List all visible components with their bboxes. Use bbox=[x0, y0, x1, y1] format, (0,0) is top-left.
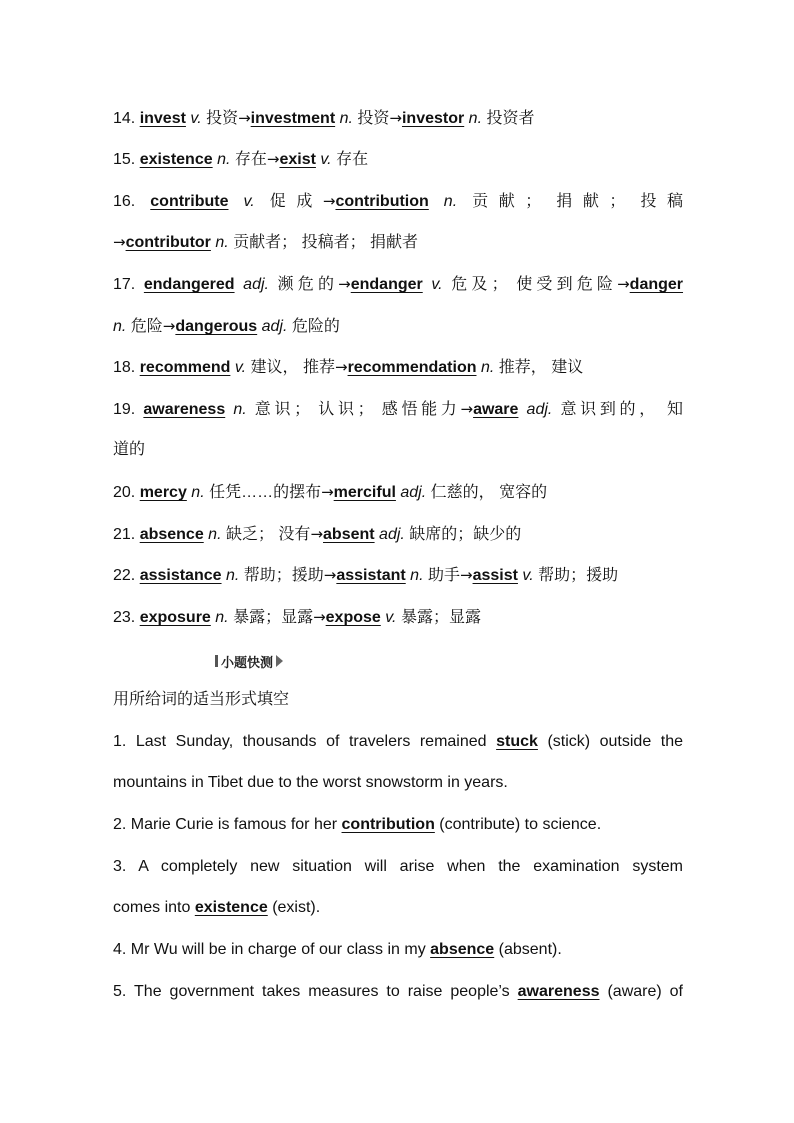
vocab-word: investment bbox=[250, 110, 336, 127]
vocab-word: assistance bbox=[139, 567, 222, 584]
vocab-entry-line bbox=[113, 147, 683, 172]
line-text: 濒危的 bbox=[268, 276, 339, 293]
vocab-word: contribution bbox=[335, 193, 429, 210]
line-text: 建议， 推荐 bbox=[246, 359, 335, 376]
line-text: 18. bbox=[113, 359, 140, 376]
answer-word: stuck bbox=[496, 733, 538, 750]
part-of-speech: adj. bbox=[518, 401, 553, 418]
line-text: 存在 bbox=[331, 151, 369, 168]
arrow-icon: → bbox=[162, 317, 176, 335]
line-text: 贡献者； 投稿者； 捐献者 bbox=[228, 234, 419, 251]
exercise-line bbox=[113, 980, 683, 1004]
line-text: 帮助；援助 bbox=[533, 567, 619, 584]
line-text: 道的 bbox=[113, 441, 146, 458]
vocab-word: dangerous bbox=[175, 318, 258, 335]
part-of-speech: n. bbox=[221, 567, 240, 584]
part-of-speech: n. bbox=[113, 318, 127, 335]
line-text: comes into bbox=[113, 899, 195, 916]
vocab-word: contribute bbox=[150, 193, 229, 210]
vocab-word: assist bbox=[472, 567, 518, 584]
vocab-word: absent bbox=[323, 526, 375, 543]
line-text: 16. bbox=[113, 193, 151, 210]
vocab-entry-line bbox=[113, 355, 683, 380]
vocab-entry-line bbox=[113, 438, 683, 462]
section-tag-arrow-icon bbox=[276, 655, 283, 667]
line-text: 意识到的， 知 bbox=[552, 401, 683, 418]
arrow-icon: → bbox=[313, 608, 326, 626]
line-text: 19. bbox=[113, 401, 144, 418]
part-of-speech: n. bbox=[203, 526, 222, 543]
answer-word: awareness bbox=[517, 983, 600, 1000]
line-text: 投资 bbox=[201, 110, 239, 127]
line-text: 21. bbox=[113, 526, 140, 543]
vocab-word: existence bbox=[139, 151, 213, 168]
part-of-speech: v. bbox=[517, 567, 534, 584]
vocab-word: mercy bbox=[139, 484, 187, 501]
part-of-speech: n. bbox=[212, 151, 231, 168]
part-of-speech: n. bbox=[210, 609, 229, 626]
line-text: 23. bbox=[113, 609, 140, 626]
line-text: 暴露；显露 bbox=[228, 609, 314, 626]
line-text: 缺乏； 没有 bbox=[221, 526, 311, 543]
line-text: 2. Marie Curie is famous for her bbox=[113, 816, 342, 833]
vocab-word: contributor bbox=[125, 234, 211, 251]
line-text: 20. bbox=[113, 484, 140, 501]
part-of-speech: n. bbox=[335, 110, 353, 127]
arrow-icon: → bbox=[113, 233, 126, 251]
part-of-speech: n. bbox=[186, 484, 205, 501]
part-of-speech: n. bbox=[405, 567, 424, 584]
part-of-speech: adj. bbox=[374, 526, 405, 543]
line-text: (stick) outside the bbox=[537, 733, 684, 750]
exercise-line bbox=[113, 771, 683, 795]
part-of-speech: v. bbox=[228, 193, 255, 210]
arrow-icon: → bbox=[266, 150, 280, 168]
line-text: 存在 bbox=[230, 151, 267, 168]
arrow-icon: → bbox=[335, 358, 348, 376]
line-text: 助手 bbox=[423, 567, 460, 584]
vocab-word: endangered bbox=[143, 276, 235, 293]
line-text: 5. The government takes measures to raise people’s bbox=[113, 983, 518, 1000]
vocab-word: endanger bbox=[350, 276, 423, 293]
vocab-entry-line bbox=[113, 397, 683, 422]
line-text: 意识； 认识； 感悟能力 bbox=[246, 401, 461, 418]
line-text: 1. Last Sunday, thousands of travelers remained bbox=[113, 733, 497, 750]
vocab-word: awareness bbox=[143, 401, 226, 418]
arrow-icon: → bbox=[321, 483, 334, 501]
vocab-entry-line bbox=[113, 230, 683, 255]
arrow-icon: → bbox=[617, 275, 630, 293]
part-of-speech: v. bbox=[380, 609, 397, 626]
line-text: 危险 bbox=[126, 318, 163, 335]
line-text: 3. A completely new situation will arise when the examination system bbox=[113, 858, 683, 875]
line-text: 17. bbox=[113, 276, 144, 293]
section-tag bbox=[215, 652, 283, 670]
vocab-word: absence bbox=[139, 526, 204, 543]
line-text: 危险的 bbox=[287, 318, 340, 335]
line-text: 投资 bbox=[352, 110, 390, 127]
exercise-line bbox=[113, 730, 683, 754]
answer-word: existence bbox=[194, 899, 268, 916]
section-tag-bar bbox=[215, 655, 218, 667]
arrow-icon: → bbox=[459, 566, 473, 584]
answer-word: contribution bbox=[341, 816, 435, 833]
vocab-word: invest bbox=[139, 110, 186, 127]
arrow-icon: → bbox=[338, 275, 351, 293]
line-text: mountains in Tibet due to the worst snowstorm in years. bbox=[113, 774, 508, 791]
arrow-icon: → bbox=[460, 400, 474, 418]
exercise-line bbox=[113, 813, 683, 837]
line-text: 仁慈的， 宽容的 bbox=[426, 484, 548, 501]
exercise-line bbox=[113, 855, 683, 879]
vocab-word: exist bbox=[279, 151, 316, 168]
vocab-entry-line bbox=[113, 522, 683, 547]
line-text: (exist). bbox=[267, 899, 321, 916]
part-of-speech: n. bbox=[210, 234, 229, 251]
line-text: 推荐， 建议 bbox=[494, 359, 584, 376]
arrow-icon: → bbox=[389, 109, 402, 127]
line-text: 投资者 bbox=[482, 110, 535, 127]
line-text: 暴露；显露 bbox=[396, 609, 481, 626]
vocab-entry-line bbox=[113, 314, 683, 339]
part-of-speech: v. bbox=[315, 151, 332, 168]
vocab-entry-line bbox=[113, 605, 683, 630]
line-text: 22. bbox=[113, 567, 140, 584]
vocab-word: danger bbox=[629, 276, 684, 293]
arrow-icon: → bbox=[322, 192, 336, 210]
part-of-speech: v. bbox=[230, 359, 247, 376]
vocab-entry-line bbox=[113, 480, 683, 505]
part-of-speech: adj. bbox=[257, 318, 288, 335]
answer-word: absence bbox=[430, 941, 495, 958]
line-text: 15. bbox=[113, 151, 140, 168]
part-of-speech: v. bbox=[422, 276, 443, 293]
part-of-speech: n. bbox=[225, 401, 247, 418]
arrow-icon: → bbox=[310, 525, 324, 543]
line-text: (contribute) to science. bbox=[434, 816, 602, 833]
line-text: 任凭……的摆布 bbox=[204, 484, 322, 501]
line-text: 4. Mr Wu will be in charge of our class in my bbox=[113, 941, 431, 958]
part-of-speech: adj. bbox=[395, 484, 427, 501]
part-of-speech: n. bbox=[476, 359, 495, 376]
vocab-entry-line bbox=[113, 106, 683, 131]
part-of-speech: n. bbox=[428, 193, 458, 210]
line-text: 危及； 使受到危险 bbox=[442, 276, 618, 293]
vocab-word: merciful bbox=[333, 484, 396, 501]
line-text: (absent). bbox=[494, 941, 562, 958]
vocab-entry-line bbox=[113, 272, 683, 297]
vocab-word: exposure bbox=[139, 609, 211, 626]
exercise-line bbox=[113, 896, 683, 920]
arrow-icon: → bbox=[323, 566, 337, 584]
vocab-word: recommendation bbox=[347, 359, 477, 376]
vocab-word: aware bbox=[473, 401, 519, 418]
vocab-entry-line bbox=[113, 563, 683, 588]
line-text: 帮助；援助 bbox=[239, 567, 324, 584]
vocab-entry-line bbox=[113, 189, 683, 214]
line-text: 贡献； 捐献； 投稿 bbox=[457, 193, 684, 210]
line-text: (aware) of bbox=[599, 983, 684, 1000]
line-text: 缺席的；缺少的 bbox=[404, 526, 522, 543]
part-of-speech: n. bbox=[464, 110, 483, 127]
part-of-speech: adj. bbox=[234, 276, 269, 293]
vocab-word: expose bbox=[325, 609, 381, 626]
arrow-icon: → bbox=[238, 109, 251, 127]
line-text: 促成 bbox=[254, 193, 323, 210]
section-tag-label: 小题快测 bbox=[221, 654, 274, 670]
vocab-word: assistant bbox=[336, 567, 406, 584]
part-of-speech: v. bbox=[185, 110, 202, 127]
line-text: 14. bbox=[113, 110, 140, 127]
exercise-line bbox=[113, 938, 683, 962]
vocab-word: investor bbox=[401, 110, 465, 127]
instruction: 用所给词的适当形式填空 bbox=[113, 691, 290, 708]
vocab-word: recommend bbox=[139, 359, 231, 376]
